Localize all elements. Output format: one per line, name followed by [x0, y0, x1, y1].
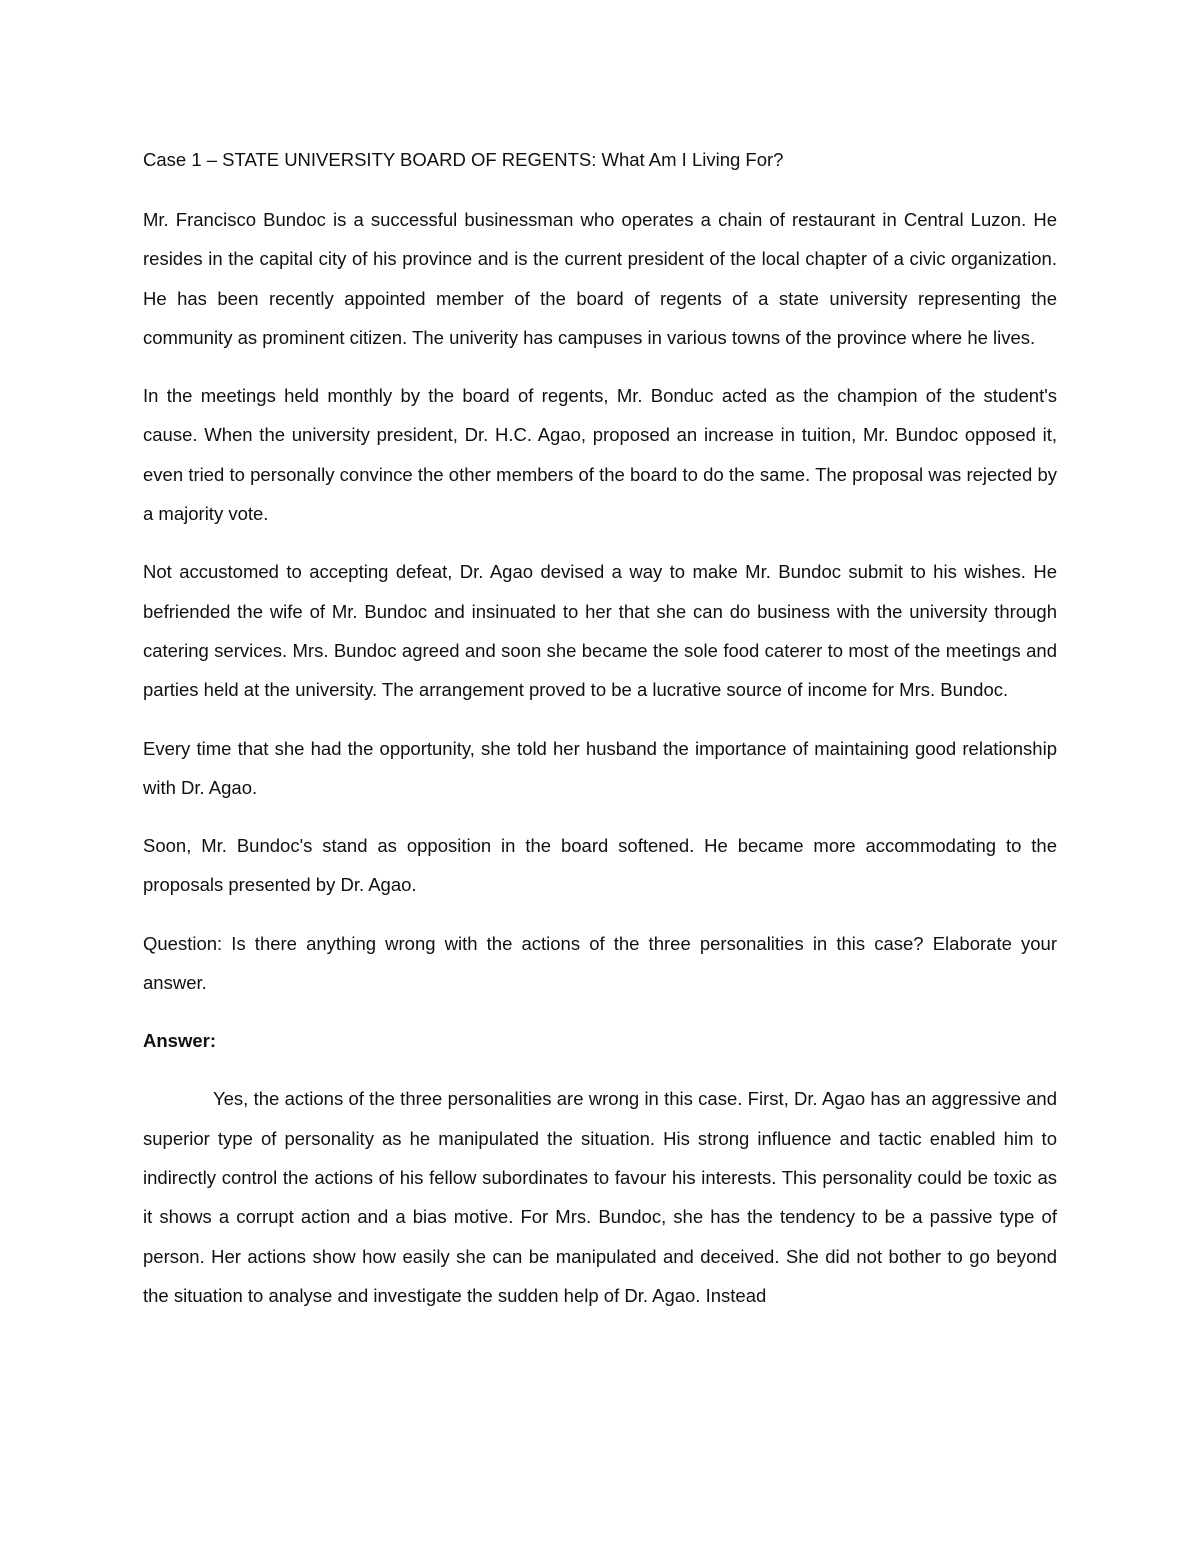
paragraph-meetings: In the meetings held monthly by the board of regents, Mr. Bonduc acted as the champion of the student's cause. When the university president, Dr. H.C. Agao, proposed an increase in tuition, Mr. Bundoc opposed it, even tried to personally convince the other members of the board to do the same. The proposal was rejected by a majority vote. — [143, 385, 1057, 525]
answer-label: Answer: — [143, 1030, 216, 1052]
answer-paragraph: Yes, the actions of the three personalities are wrong in this case. First, Dr. Agao has an aggressive and superior type of personality as he manipulated the situation. His strong influence and tactic enabled him to indirectly control the actions of his fellow subordinates to favour his interests. This personality could be toxic as it shows a corrupt action and a bias motive. For Mrs. Bundoc, she has the tendency to be a passive type of person. Her actions show how easily she can be manipulated and deceived. She did not bother to go beyond the situation to analyse and investigate the sudden help of Dr. Agao. Instead — [143, 1088, 1057, 1306]
question-text: Is there anything wrong with the actions of the three personalities in this case? Elaborate your answer. — [143, 932, 1057, 994]
paragraph-intro: Mr. Francisco Bundoc is a successful businessman who operates a chain of restaurant in Central Luzon. He resides in the capital city of his province and is the current president of the local chapter of a civic organization. He has been recently appointed member of the board of regents of a state university representing the community as prominent citizen. The univerity has campuses in various towns of the province where he lives. — [143, 209, 1057, 348]
paragraph-opportunity: Every time that she had the opportunity, she told her husband the importance of maintaining good relationship with Dr. Agao. — [143, 737, 1057, 798]
paragraph-softened: Soon, Mr. Bundoc's stand as opposition in the board softened. He became more accommodating to the proposals presented by Dr. Agao. — [143, 835, 1057, 896]
question-label: Question: — [143, 932, 223, 954]
case-title: Case 1 – STATE UNIVERSITY BOARD OF REGENTS: What Am I Living For? — [143, 149, 784, 170]
question-paragraph — [143, 924, 1057, 1003]
document-body — [143, 140, 1057, 1334]
paragraph-defeat: Not accustomed to accepting defeat, Dr. Agao devised a way to make Mr. Bundoc submit to his wishes. He befriended the wife of Mr. Bundoc and insinuated to her that she can do business with the university through catering services. Mrs. Bundoc agreed and soon she became the sole food caterer to most of the meetings and parties held at the university. The arrangement proved to be a lucrative source of income for Mrs. Bundoc. — [143, 561, 1057, 701]
